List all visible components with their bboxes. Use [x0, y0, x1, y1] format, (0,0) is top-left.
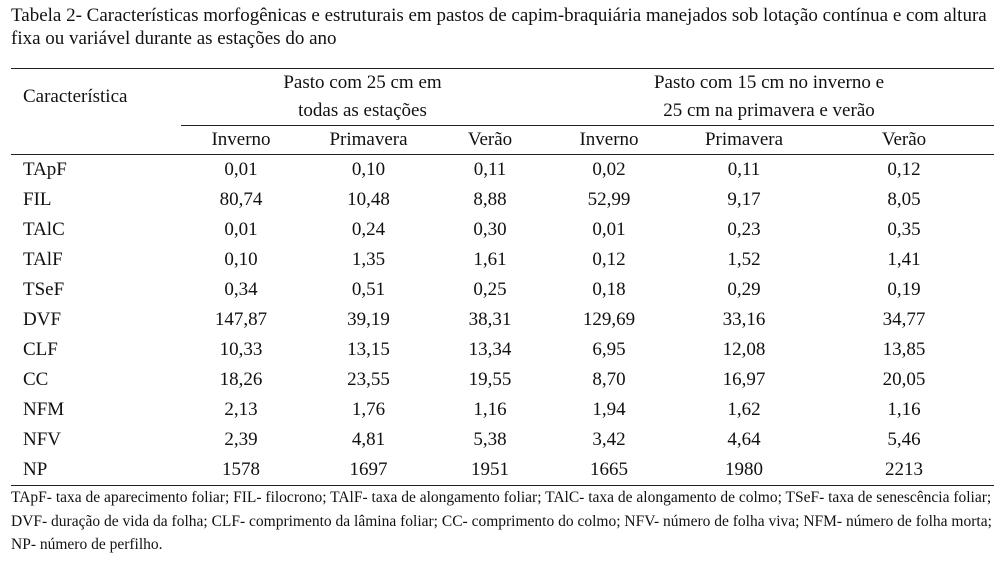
table-cell: 20,05 [882, 369, 926, 390]
row-label: CLF [23, 339, 58, 360]
table-cell: 0,23 [727, 219, 761, 240]
table-cell: 0,34 [224, 279, 258, 300]
table-cell: 0,30 [473, 219, 507, 240]
season-header: Primavera [704, 129, 784, 150]
group-1-line-1: Pasto com 25 cm em [283, 72, 442, 93]
season-header-row [11, 126, 994, 155]
table-cell: 38,31 [468, 309, 512, 330]
table-cell: 9,17 [727, 189, 761, 210]
table-row [11, 455, 994, 486]
season-header: Verão [881, 129, 927, 150]
table-cell: 129,69 [582, 309, 636, 330]
table-caption: Tabela 2- Características morfogênicas e estruturais em pastos de capim-braquiária manejados sob lotação contínua e com altura fixa ou variável durante as estações do ano [11, 5, 987, 49]
table-cell: 10,33 [219, 339, 263, 360]
table-cell: 6,95 [592, 339, 626, 360]
table-cell: 0,01 [592, 219, 626, 240]
table-cell: 2,13 [224, 399, 258, 420]
row-label: NP [23, 459, 48, 480]
table-cell: 8,88 [473, 189, 507, 210]
table-row [11, 365, 994, 395]
season-header-blank [11, 126, 181, 155]
table-cell: 10,48 [347, 189, 390, 210]
table-row [11, 335, 994, 365]
group-2-line-2: 25 cm na primavera e verão [544, 97, 994, 126]
table-body [11, 155, 994, 486]
data-table [11, 68, 994, 486]
season-header: Inverno [579, 129, 639, 150]
table-cell: 1,61 [473, 249, 507, 270]
row-label: TAlC [23, 219, 65, 240]
table-row [11, 245, 994, 275]
table-row [11, 395, 994, 425]
table-cell: 0,12 [592, 249, 626, 270]
table-cell: 0,25 [473, 279, 507, 300]
table-cell: 5,46 [887, 429, 921, 450]
table-cell: 16,97 [722, 369, 766, 390]
table-cell: 13,85 [882, 339, 926, 360]
table-cell: 0,02 [592, 159, 626, 180]
table-row [11, 425, 994, 455]
table-cell: 23,55 [347, 369, 390, 390]
table-cell: 1578 [222, 459, 260, 480]
group-2-line-1: Pasto com 15 cm no inverno e [653, 72, 885, 93]
table-cell: 52,99 [587, 189, 631, 210]
group-1-line-2: todas as estações [181, 97, 544, 126]
table-cell: 0,10 [351, 159, 386, 180]
table-cell: 5,38 [473, 429, 507, 450]
table-cell: 0,35 [887, 219, 921, 240]
table-cell: 0,11 [473, 159, 507, 180]
table-cell: 19,55 [468, 369, 512, 390]
table-row [11, 215, 994, 245]
table-cell: 13,34 [468, 339, 512, 360]
table-cell: 4,64 [727, 429, 761, 450]
table-cell: 3,42 [592, 429, 626, 450]
table-cell: 0,51 [351, 279, 386, 300]
table-cell: 0,11 [727, 159, 761, 180]
table-cell: 33,16 [722, 309, 766, 330]
table-cell: 1,94 [592, 399, 626, 420]
table-cell: 13,15 [347, 339, 390, 360]
table-cell: 8,05 [887, 189, 921, 210]
table-row [11, 275, 994, 305]
group-header-row-1 [11, 69, 994, 98]
row-label: TApF [23, 159, 67, 180]
table-cell: 1,41 [887, 249, 921, 270]
table-footnote: TApF- taxa de aparecimento foliar; FIL- filocrono; TAlF- taxa de alongamento foliar; TAlC- taxa de alongamento de colmo; TSeF- taxa de senescência foliar; DVF- duração de vida da folha; CLF- comprimento da lâmina foliar; CC- comprimento do colmo; NFV- número de folha viva; NFM- número de folha morta; NP- número de perfilho. [11, 489, 992, 553]
table-cell: 1,16 [887, 399, 921, 420]
table-cell: 1,52 [727, 249, 761, 270]
season-header: Primavera [329, 129, 408, 150]
table-cell: 0,01 [224, 159, 258, 180]
table-cell: 4,81 [351, 429, 386, 450]
table-row [11, 305, 994, 335]
table-cell: 1980 [725, 459, 763, 480]
row-label: CC [23, 369, 49, 390]
table-cell: 1,35 [351, 249, 386, 270]
row-label: FIL [23, 189, 52, 210]
table-cell: 1697 [349, 459, 388, 480]
table-cell: 0,01 [224, 219, 258, 240]
table-cell: 0,18 [592, 279, 626, 300]
table-cell: 1,76 [351, 399, 386, 420]
table-cell: 8,70 [592, 369, 626, 390]
table-cell: 0,29 [727, 279, 761, 300]
row-header: Característica [23, 86, 128, 108]
season-header: Inverno [211, 129, 271, 150]
table-cell: 2,39 [224, 429, 258, 450]
table-cell: 1665 [590, 459, 628, 480]
table-cell: 18,26 [219, 369, 263, 390]
row-label: NFM [23, 399, 65, 420]
table-cell: 1,62 [727, 399, 761, 420]
table-cell: 0,12 [887, 159, 921, 180]
table-cell: 1951 [471, 459, 509, 480]
table-cell: 0,24 [351, 219, 386, 240]
table-cell: 0,10 [224, 249, 258, 270]
row-label: TAlF [23, 249, 63, 270]
table-row [11, 155, 994, 186]
row-label: TSeF [23, 279, 65, 300]
table-cell: 80,74 [219, 189, 263, 210]
table-cell: 0,19 [887, 279, 921, 300]
table-cell: 34,77 [882, 309, 926, 330]
table-cell: 1,16 [473, 399, 507, 420]
row-label: DVF [23, 309, 62, 330]
table-cell: 39,19 [347, 309, 390, 330]
season-header: Verão [467, 129, 513, 150]
table-cell: 147,87 [214, 309, 268, 330]
table-cell: 12,08 [722, 339, 766, 360]
table-row [11, 185, 994, 215]
table-cell: 2213 [885, 459, 923, 480]
row-label: NFV [23, 429, 62, 450]
